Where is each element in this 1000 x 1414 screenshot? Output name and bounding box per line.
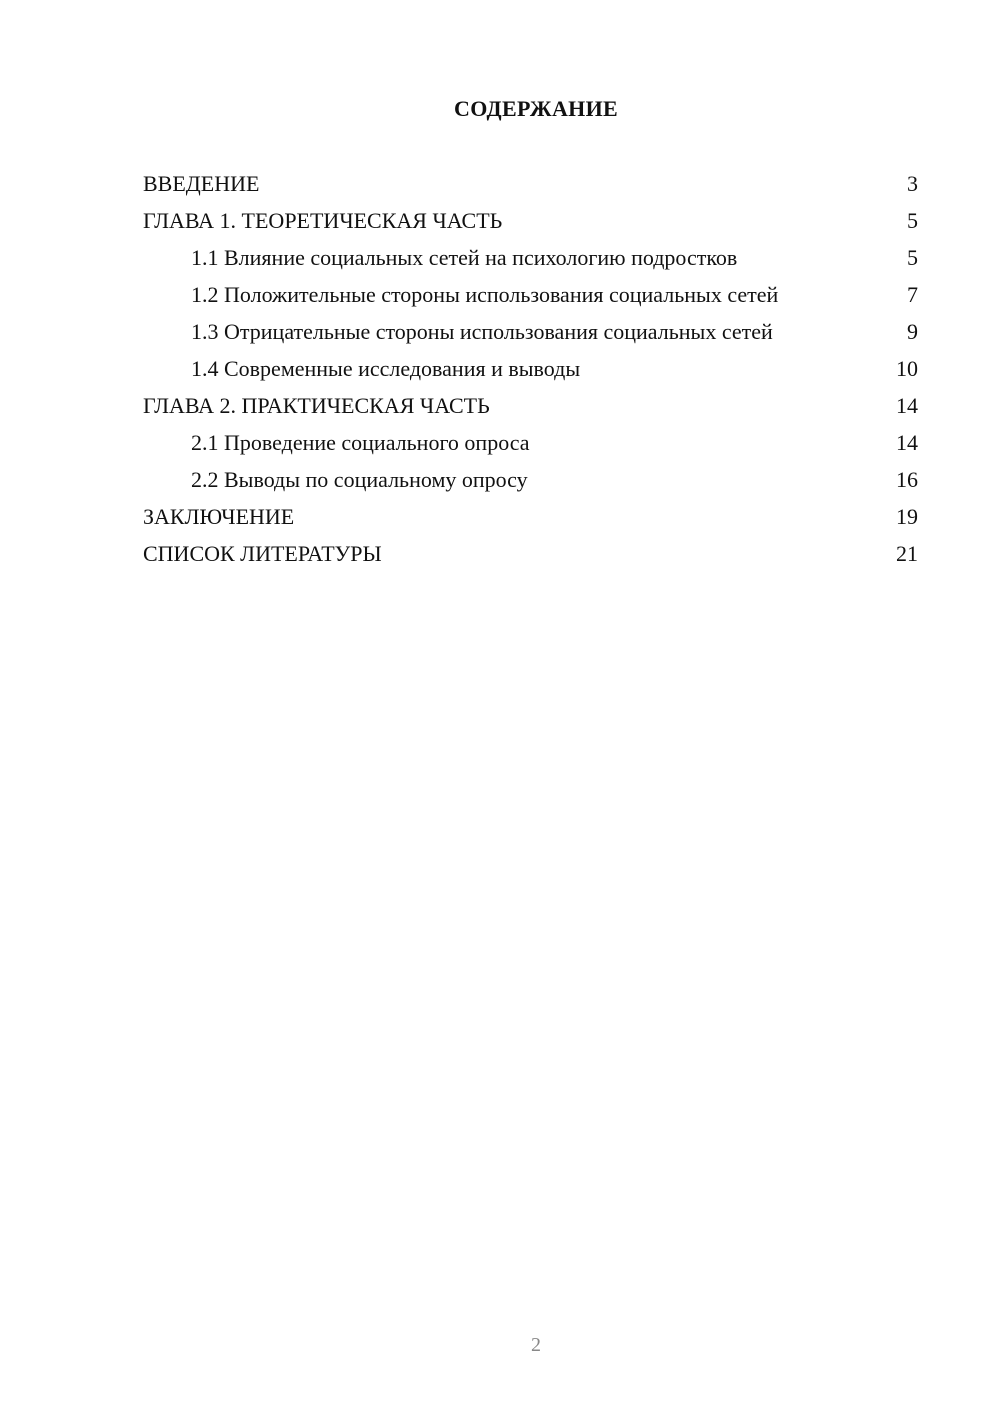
toc-entry-label: 1.4 Современные исследования и выводы xyxy=(191,356,581,381)
toc-entry-page: 9 xyxy=(907,319,918,344)
toc-entry-page: 19 xyxy=(896,504,918,529)
toc-entry-page: 5 xyxy=(907,208,918,233)
toc-entry-bibliography[interactable] xyxy=(143,540,918,567)
page-number: 2 xyxy=(531,1334,541,1356)
toc-entry-label: СПИСОК ЛИТЕРАТУРЫ xyxy=(143,541,382,566)
toc-title: СОДЕРЖАНИЕ xyxy=(454,96,618,121)
toc-entry-section-2-2[interactable] xyxy=(143,466,918,493)
table-of-contents xyxy=(143,170,918,577)
toc-entry-page: 16 xyxy=(896,467,918,492)
toc-entry-label: 2.2 Выводы по социальному опросу xyxy=(191,467,528,492)
toc-entry-page: 14 xyxy=(896,430,918,455)
toc-entry-label: ВВЕДЕНИЕ xyxy=(143,171,260,196)
toc-entry-page: 21 xyxy=(896,541,918,566)
toc-entry-chapter-1[interactable] xyxy=(143,207,918,234)
toc-entry-label: ГЛАВА 1. ТЕОРЕТИЧЕСКАЯ ЧАСТЬ xyxy=(143,208,503,233)
toc-entry-chapter-2[interactable] xyxy=(143,392,918,419)
toc-entry-section-1-1[interactable] xyxy=(143,244,918,271)
toc-entry-label: 2.1 Проведение социального опроса xyxy=(191,430,530,455)
toc-entry-page: 5 xyxy=(907,245,918,270)
toc-entry-section-2-1[interactable] xyxy=(143,429,918,456)
toc-entry-section-1-2[interactable] xyxy=(143,281,918,308)
toc-entry-label: ЗАКЛЮЧЕНИЕ xyxy=(143,504,295,529)
toc-entry-conclusion[interactable] xyxy=(143,503,918,530)
toc-entry-page: 14 xyxy=(896,393,918,418)
toc-entry-page: 7 xyxy=(907,282,918,307)
toc-entry-section-1-4[interactable] xyxy=(143,355,918,382)
toc-entry-label: 1.2 Положительные стороны использования социальных сетей xyxy=(191,282,779,307)
toc-entry-section-1-3[interactable] xyxy=(143,318,918,345)
toc-entry-label: 1.1 Влияние социальных сетей на психологию подростков xyxy=(191,245,738,270)
toc-entry-label: ГЛАВА 2. ПРАКТИЧЕСКАЯ ЧАСТЬ xyxy=(143,393,490,418)
toc-entry-introduction[interactable] xyxy=(143,170,918,197)
toc-entry-label: 1.3 Отрицательные стороны использования социальных сетей xyxy=(191,319,773,344)
toc-entry-page: 10 xyxy=(896,356,918,381)
toc-entry-page: 3 xyxy=(907,171,918,196)
